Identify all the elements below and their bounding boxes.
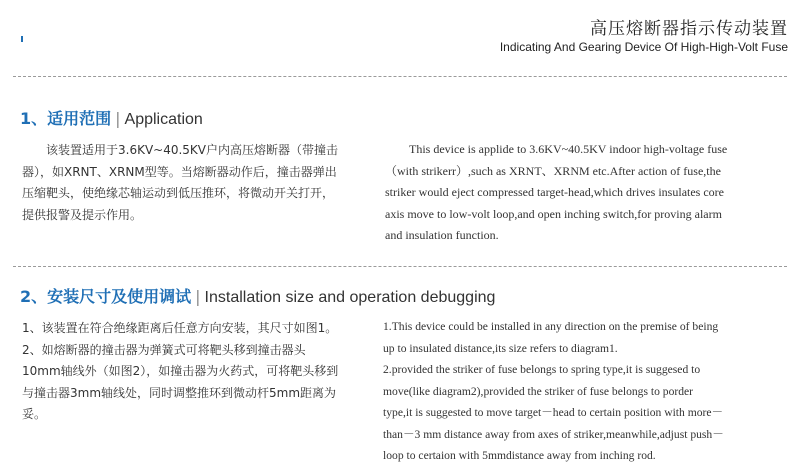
en-line: 1.This device could be installed in any direction on the premise of being [383,320,719,333]
cn-line: 妥。 [22,407,47,421]
section-heading-cn: 1、适用范围 [20,109,112,128]
cn-line: 该装置适用于3.6KV~40.5KV户内高压熔断器（带撞击 [46,143,339,157]
en-line: striker would eject compressed target-head,which drives insulates core [385,185,724,199]
divider-middle [13,266,787,267]
section-heading-application [20,106,203,129]
en-line: 2.provided the striker of fuse belongs to spring type,it is suggesed to [383,363,701,376]
en-line: and insulation function. [385,228,499,242]
en-line: loop to certaion with 5mmdistance away from inching rod. [383,449,656,462]
en-line: This device is applide to 3.6KV~40.5KV indoor high-voltage fuse [409,142,728,156]
en-line: than－3 mm distance away from axes of striker,meanwhile,adjust push－ [383,427,724,441]
en-line: （with strikerr）,such as XRNT、XRNM etc.After action of fuse,the [385,163,721,178]
cn-line: 10mm轴线外（如图2），如撞击器为火药式，可将靶头移到 [22,364,339,378]
cn-line: 与撞击器3mm轴线处，同时调整推环到微动杆5mm距离为 [22,385,337,400]
cn-line: 1、该装置在符合绝缘距离后任意方向安装，其尺寸如图1。 [22,321,338,335]
installation-text-cn [22,318,367,426]
en-line: type,it is suggested to move target－head to certain position with more－ [383,406,724,419]
page-title-en: Indicating And Gearing Device Of High-High-Volt Fuse [499,40,788,54]
application-text-en [385,139,795,247]
cn-line: 器），如XRNT、XRNM型等。当熔断器动作后，撞击器弹出 [22,164,337,179]
cn-line: 2、如熔断器的撞击器为弹簧式可将靶头移到撞击器头 [22,342,306,357]
section-heading-en: Installation size and operation debugging [204,289,496,306]
en-line: axis move to low-volt loop,and open inching switch,for proving alarm [385,206,722,221]
corner-marker [21,36,23,42]
cn-line: 压缩靶头，使绝缘芯轴运动到低压推环，将微动开关打开， [22,186,335,200]
heading-separator: | [115,109,121,128]
en-line: move(like diagram2),provided the striker of fuse belongs to porder [383,384,694,398]
application-text-cn [22,140,367,226]
section-heading-en: Application [124,111,203,128]
cn-line: 提供报警及提示作用。 [22,207,143,222]
section-heading-installation [20,284,495,307]
section-heading-cn: 2、安装尺寸及使用调试 [20,287,192,306]
en-line: up to insulated distance,its size refers to diagram1. [383,341,618,355]
divider-top [13,76,787,77]
heading-separator: | [195,287,201,306]
page-title-cn: 高压熔断器指示传动装置 [590,19,788,39]
installation-text-en [383,316,797,467]
